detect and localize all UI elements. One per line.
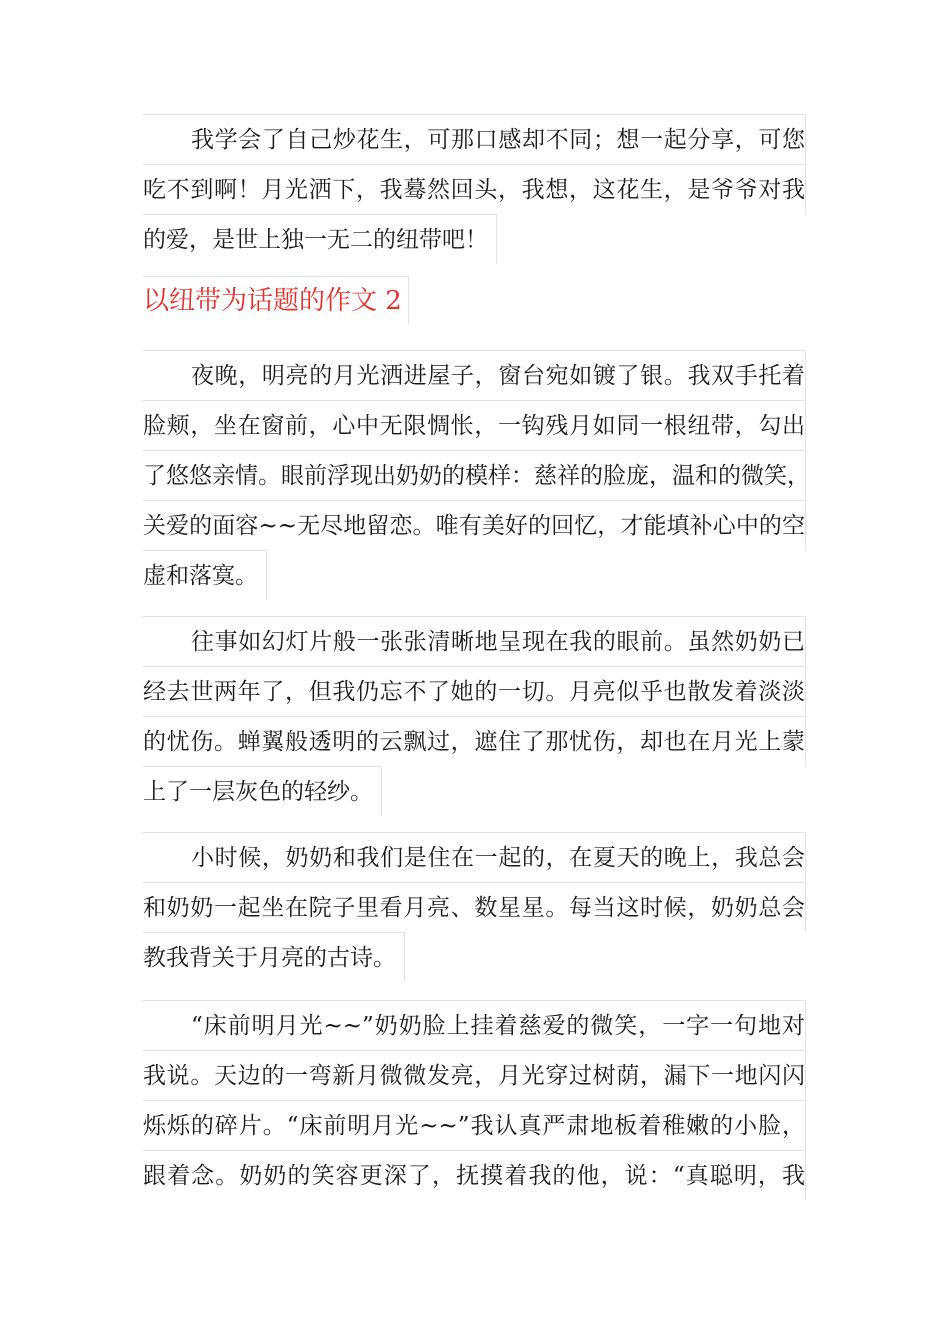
paragraph-line: 的忧伤。蝉翼般透明的云飘过，遮住了那忧伤，却也在月光上蒙 <box>143 716 806 766</box>
paragraph-line: 往事如幻灯片般一张张清晰地呈现在我的眼前。虽然奶奶已 <box>143 616 806 666</box>
paragraph-line: 经去世两年了，但我仍忘不了她的一切。月亮似乎也散发着淡淡 <box>143 666 806 716</box>
essay-paragraph-2 <box>143 616 806 816</box>
paragraph-line: 虚和落寞。 <box>143 550 267 600</box>
paragraph-line: 我说。天边的一弯新月微微发亮，月光穿过树荫，漏下一地闪闪 <box>143 1050 806 1100</box>
intro-paragraph <box>143 114 806 264</box>
essay-title: 以纽带为话题的作文 2 <box>143 276 409 324</box>
paragraph-line: 吃不到啊！月光洒下，我蓦然回头，我想，这花生，是爷爷对我 <box>143 164 806 214</box>
paragraph-line: 和奶奶一起坐在院子里看月亮、数星星。每当这时候，奶奶总会 <box>143 882 806 932</box>
paragraph-line: 夜晚，明亮的月光洒进屋子，窗台宛如镀了银。我双手托着 <box>143 350 806 400</box>
paragraph-line: 烁烁的碎片。“床前明月光~~”我认真严肃地板着稚嫩的小脸， <box>143 1100 806 1150</box>
paragraph-line: “床前明月光~~”奶奶脸上挂着慈爱的微笑，一字一句地对 <box>143 1000 806 1050</box>
paragraph-line: 关爱的面容~~无尽地留恋。唯有美好的回忆，才能填补心中的空 <box>143 500 806 550</box>
essay-paragraph-4 <box>143 1000 806 1200</box>
paragraph-line: 脸颊，坐在窗前，心中无限惆怅，一钩残月如同一根纽带，勾出 <box>143 400 806 450</box>
paragraph-line: 了悠悠亲情。眼前浮现出奶奶的模样：慈祥的脸庞，温和的微笑， <box>143 450 806 500</box>
paragraph-line: 上了一层灰色的轻纱。 <box>143 766 382 816</box>
paragraph-line: 我学会了自己炒花生，可那口感却不同；想一起分享，可您 <box>143 114 806 164</box>
paragraph-line: 的爱，是世上独一无二的纽带吧！ <box>143 214 497 264</box>
essay-paragraph-1 <box>143 350 810 600</box>
paragraph-line: 教我背关于月亮的古诗。 <box>143 932 405 982</box>
paragraph-line: 小时候，奶奶和我们是住在一起的，在夏天的晚上，我总会 <box>143 832 806 882</box>
essay-paragraph-3 <box>143 832 806 982</box>
paragraph-line: 跟着念。奶奶的笑容更深了，抚摸着我的他，说：“真聪明，我 <box>143 1150 806 1200</box>
